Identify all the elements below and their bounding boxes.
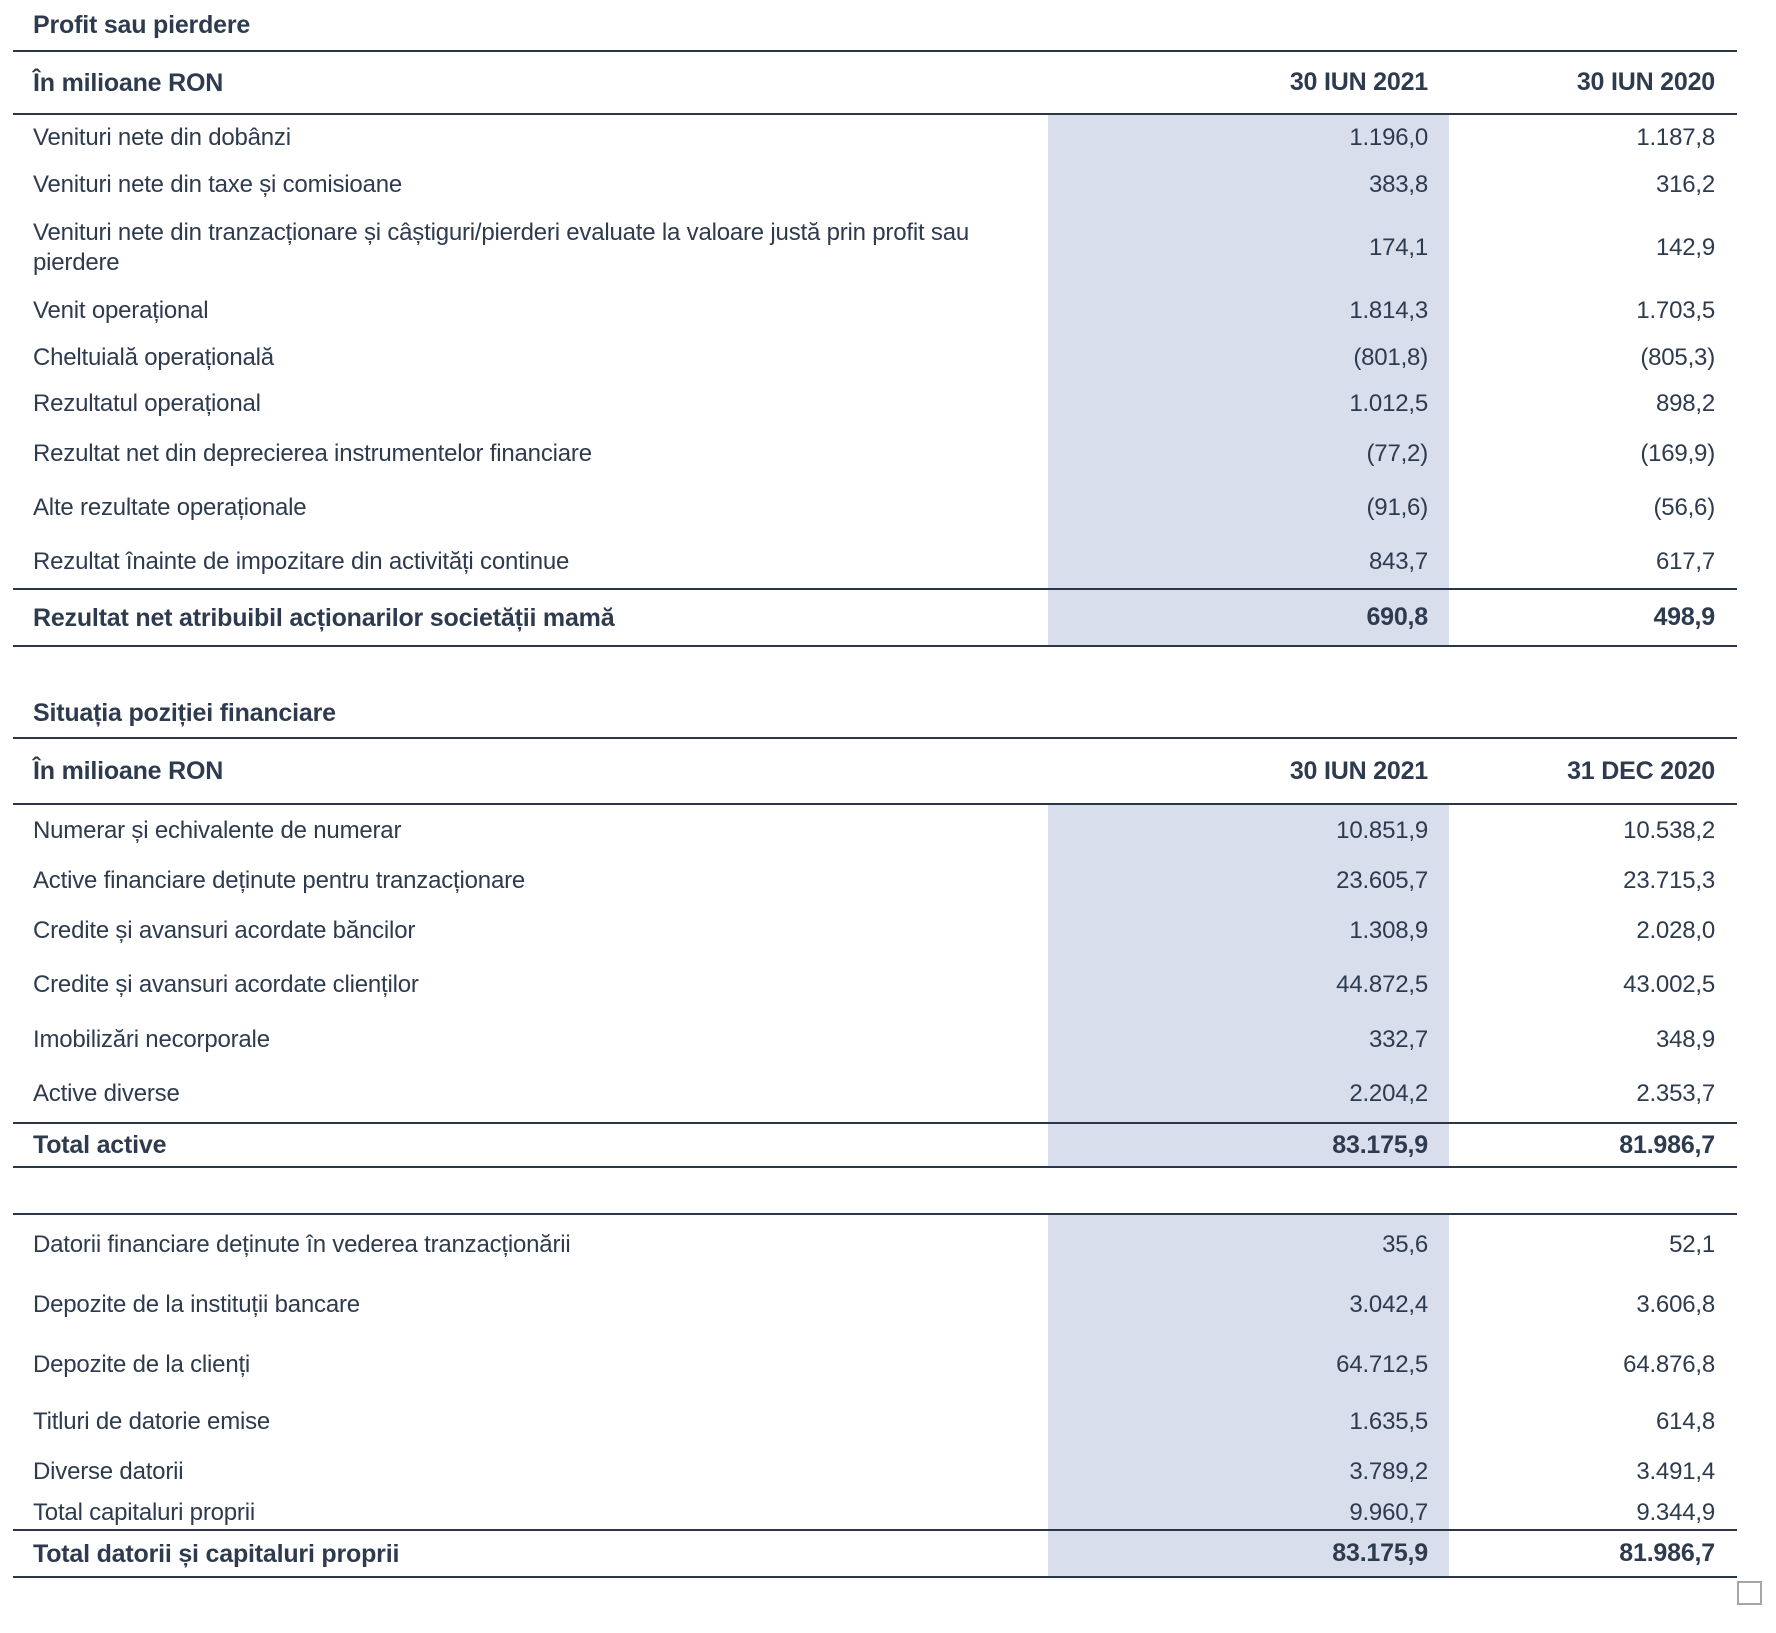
value-2020: 348,9 <box>1655 1026 1715 1053</box>
row-label: Depozite de la clienți <box>33 1351 251 1378</box>
value-2021: 64.712,5 <box>1048 1335 1449 1395</box>
divider <box>13 1576 1737 1578</box>
value-2021: 83.175,9 <box>1048 1531 1449 1576</box>
row-label: Venit operațional <box>33 297 209 324</box>
row-label: Active diverse <box>33 1080 180 1107</box>
row-label: Rezultatul operațional <box>33 390 261 417</box>
value-2021: (91,6) <box>1048 481 1449 535</box>
divider <box>13 1166 1737 1168</box>
section-title-position: Situația poziției financiare <box>33 699 336 727</box>
table-row <box>13 956 1737 1014</box>
value-2021: 23.605,7 <box>1048 856 1449 906</box>
table-row <box>13 115 1737 161</box>
value-2020: (805,3) <box>1640 344 1715 371</box>
row-label: Total datorii și capitaluri proprii <box>33 1539 400 1568</box>
table-row <box>13 906 1737 956</box>
column-header-2020: 31 DEC 2020 <box>1567 756 1715 785</box>
column-header-2021: 30 IUN 2021 <box>1289 68 1428 96</box>
value-2020: 498,9 <box>1653 603 1715 631</box>
table-row <box>13 856 1737 906</box>
value-2020: 3.606,8 <box>1636 1291 1715 1318</box>
table-row <box>13 1275 1737 1335</box>
row-label: Datorii financiare deținute în vederea tranzacționării <box>33 1231 571 1258</box>
column-header-2020: 30 IUN 2020 <box>1576 68 1715 96</box>
value-2021: 1.308,9 <box>1048 906 1449 956</box>
value-2021: 3.789,2 <box>1048 1448 1449 1496</box>
value-2021: 3.042,4 <box>1048 1275 1449 1335</box>
row-label: Active financiare deținute pentru tranzacționare <box>33 867 526 894</box>
value-2020: 614,8 <box>1655 1407 1715 1435</box>
total-row-net-result <box>13 590 1737 645</box>
value-2020: 2.028,0 <box>1636 917 1715 944</box>
value-2020: 316,2 <box>1655 171 1715 198</box>
row-label: Numerar și echivalente de numerar <box>33 816 402 844</box>
table-row <box>13 209 1737 287</box>
table-row <box>13 535 1737 588</box>
table-row <box>13 1014 1737 1066</box>
value-2020: 81.986,7 <box>1619 1539 1715 1567</box>
value-2021: 10.851,9 <box>1048 805 1449 856</box>
row-label: Venituri nete din dobânzi <box>33 124 291 151</box>
section-title-profit: Profit sau pierdere <box>33 10 251 39</box>
row-label: Titluri de datorie emise <box>33 1407 271 1435</box>
table-row <box>13 1395 1737 1448</box>
profit-loss-table <box>13 0 1737 647</box>
divider <box>13 645 1737 647</box>
value-2021: 83.175,9 <box>1048 1124 1449 1166</box>
row-label: Total active <box>33 1131 167 1159</box>
value-2021: 2.204,2 <box>1048 1066 1449 1122</box>
table-row <box>13 287 1737 335</box>
value-2020: 1.703,5 <box>1636 297 1715 324</box>
value-2020: 2.353,7 <box>1636 1080 1715 1107</box>
value-2021: 1.196,0 <box>1048 115 1449 161</box>
row-label: Rezultat net atribuibil acționarilor societății mamă <box>33 603 615 632</box>
table-row <box>13 481 1737 535</box>
row-label: Cheltuială operațională <box>33 344 274 371</box>
table-row <box>13 1215 1737 1275</box>
value-2020: (169,9) <box>1640 440 1715 467</box>
total-row-liabilities-equity <box>13 1531 1737 1576</box>
row-label: Depozite de la instituții bancare <box>33 1291 360 1318</box>
row-label: Credite și avansuri acordate băncilor <box>33 917 416 944</box>
position-table-header <box>13 739 1737 803</box>
row-label: Imobilizări necorporale <box>33 1026 270 1053</box>
row-label: Venituri nete din tranzacționare și câștiguri/pierderi evaluate la valoare justă prin profit sau pierdere <box>33 219 969 276</box>
value-2021: 843,7 <box>1048 535 1449 588</box>
value-2021: 44.872,5 <box>1048 956 1449 1014</box>
table-row <box>13 1335 1737 1395</box>
unit-header: În milioane RON <box>33 757 224 785</box>
value-2021: 35,6 <box>1048 1215 1449 1275</box>
value-2021: 1.814,3 <box>1048 287 1449 335</box>
value-2020: 142,9 <box>1655 234 1715 261</box>
value-2021: (801,8) <box>1048 335 1449 381</box>
value-2021: 383,8 <box>1048 161 1449 209</box>
value-2020: 52,1 <box>1669 1231 1715 1258</box>
column-header-2021: 30 IUN 2021 <box>1289 756 1428 785</box>
value-2020: 64.876,8 <box>1623 1351 1715 1378</box>
value-2021: (77,2) <box>1048 427 1449 481</box>
table-row <box>13 381 1737 427</box>
row-label: Credite și avansuri acordate clienților <box>33 971 419 998</box>
value-2020: 81.986,7 <box>1619 1130 1715 1159</box>
value-2020: 43.002,5 <box>1623 971 1715 998</box>
table-row <box>13 161 1737 209</box>
value-2021: 1.635,5 <box>1048 1395 1449 1448</box>
value-2021: 332,7 <box>1048 1014 1449 1066</box>
row-label: Total capitaluri proprii <box>33 1498 255 1526</box>
table-row <box>13 1448 1737 1496</box>
table-row <box>13 1066 1737 1122</box>
value-2021: 174,1 <box>1048 209 1449 287</box>
table-row <box>13 1496 1737 1529</box>
value-2020: 9.344,9 <box>1636 1498 1715 1526</box>
row-label: Rezultat înainte de impozitare din activități continue <box>33 547 570 575</box>
value-2020: 1.187,8 <box>1636 124 1715 151</box>
value-2020: 617,7 <box>1655 547 1715 575</box>
table-row <box>13 805 1737 856</box>
profit-table-header <box>13 52 1737 113</box>
value-2021: 1.012,5 <box>1048 381 1449 427</box>
value-2020: 898,2 <box>1655 390 1715 417</box>
value-2020: 23.715,3 <box>1623 867 1715 894</box>
table-row <box>13 335 1737 381</box>
financial-position-table <box>13 690 1737 1168</box>
row-label: Diverse datorii <box>33 1458 184 1485</box>
unit-header: În milioane RON <box>33 68 224 97</box>
value-2020: 3.491,4 <box>1636 1458 1715 1485</box>
value-2020: (56,6) <box>1653 494 1715 521</box>
row-label: Alte rezultate operaționale <box>33 494 307 521</box>
financial-report <box>13 0 1737 1578</box>
total-row-assets <box>13 1124 1737 1166</box>
value-2020: 10.538,2 <box>1623 816 1715 844</box>
liabilities-table <box>13 1213 1737 1578</box>
row-label: Rezultat net din deprecierea instrumentelor financiare <box>33 440 592 467</box>
value-2021: 9.960,7 <box>1048 1496 1449 1529</box>
table-row <box>13 427 1737 481</box>
value-2021: 690,8 <box>1048 590 1449 645</box>
object-anchor-square <box>1737 1581 1762 1605</box>
row-label: Venituri nete din taxe și comisioane <box>33 171 403 198</box>
